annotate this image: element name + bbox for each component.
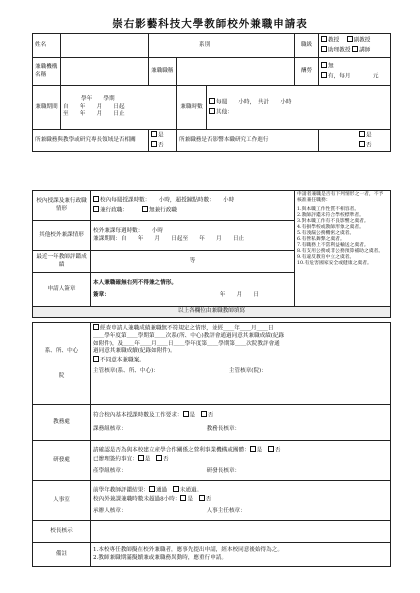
hours-field: 每週 小時， 共計 小時 其他： (207, 86, 391, 130)
section-header: 以上各欄位由兼職教師填寫 (33, 307, 391, 318)
hr-label: 人事室 (33, 481, 91, 521)
checkbox-asst-prof[interactable] (321, 46, 327, 52)
note-2: 2.教師評鑑未符合學校標準者。 (297, 213, 364, 218)
remark-label: 備註 (33, 543, 91, 567)
checkbox-hours-yes[interactable] (180, 495, 186, 501)
checkbox-teach-hours[interactable] (93, 196, 99, 202)
review-table (32, 322, 391, 567)
checkbox-dept-reject[interactable] (93, 356, 99, 362)
rd-label: 研發處 (33, 441, 91, 481)
relevance-question: 所兼職務與教學或研究專長領域是否相關 (33, 130, 149, 152)
checkbox-rd-yes[interactable] (250, 446, 256, 452)
note-4: 4.有損學校或教師形象之虞者。 (297, 225, 364, 230)
eval-field: 等 (91, 251, 295, 273)
note-8: 8.有支用公務或非公務預算補助之虞者。 (297, 249, 384, 254)
checkbox-other[interactable] (209, 108, 215, 114)
teach-field: 校內每週授課時數： 小時，超授鐘點時數： 小時 兼行政職： 無兼行政職 (91, 191, 295, 221)
checkbox-no-admin[interactable] (142, 206, 148, 212)
checkbox-pay-yes[interactable] (321, 72, 327, 78)
remark-field: 1.本校專任教師擬在校外兼職者，應事先提出申請，經本校同意後始得為之。 2.教師兼職期滿擬續兼或兼職務異動時，應重行申請。 (91, 543, 391, 567)
impact-question: 所兼職務是否影響本職研究工作進行 (177, 130, 319, 152)
rd-field: 請確認是否為與本校建立產學合作關係之營利事業機構或團體： 是 否 已辦理簽約事宜： 是 否 產學組核章： 研發長核章： (91, 441, 391, 481)
note-3: 3.對本職工作有不良影響之虞者。 (297, 219, 369, 224)
name-field[interactable] (61, 34, 149, 58)
checkbox-weekly[interactable] (209, 98, 215, 104)
sign-field: 本人兼職確無右列不得兼之情形。 簽章： 年 月 日 (91, 273, 295, 307)
checkbox-rd-no[interactable] (268, 446, 274, 452)
checkbox-eval-pass[interactable] (149, 486, 155, 492)
notes-header: 申請者兼職是否有下列情形之一者，不予核准兼任職務： (297, 192, 384, 203)
notes-cell (295, 191, 391, 307)
note-7: 7.有職務上不當利益輸送之虞者。 (297, 243, 369, 248)
form-title: 崇右影藝科技大學教師校外兼職申請表 (112, 18, 308, 30)
job-label: 兼職職稱 (149, 58, 177, 86)
applicant-info-table (32, 33, 391, 152)
eval-label: 最近一年教師評鑑成績 (33, 251, 91, 273)
rank-label: 職級 (295, 34, 319, 58)
job-field[interactable] (177, 58, 295, 86)
pay-options: 無 有，每月 元 (319, 58, 391, 86)
dept-label: 系別 (149, 34, 295, 58)
checkbox-relevant-no[interactable] (151, 141, 157, 147)
checkbox-assoc-prof[interactable] (347, 36, 353, 42)
checkbox-impact-yes[interactable] (359, 131, 365, 137)
dept-review-field: 經查申請人兼職成績兼職無不符規定之情形，並經＿＿年＿＿月＿＿日 ＿＿學年度第＿＿學期第＿＿次系(所、中心)教評會通過同意其兼職成績(紀錄 如附件)，及＿＿年＿＿月＿＿日＿＿學年度第＿＿學期第＿＿次院教評會通 過同意其兼職成續(紀錄如附件)。 不同意本兼職案。 主管核章(系、所、中心)： 主管核章(院)： (91, 323, 391, 405)
academic-label: 教務處 (33, 405, 91, 441)
note-6: 6.有營私舞弊之虞者。 (297, 237, 345, 242)
note-5: 5.有洩漏公務機密之虞者。 (297, 231, 355, 236)
other-teach-label: 其他校外兼課情形 (33, 221, 91, 251)
other-teach-field: 校外兼課每週時數： 小時 兼課期間：自 年 月 日起至 年 月 日止 (91, 221, 295, 251)
period-label: 兼職期間 (33, 86, 61, 130)
pay-label: 酬勞 (295, 58, 319, 86)
checkbox-relevant-yes[interactable] (151, 131, 157, 137)
dept-review-label: 系、所、中心 院 (33, 323, 91, 405)
relevance-options: 是 否 (149, 130, 177, 152)
rank-options: 教授 副教授 助理教授 講師 (319, 34, 391, 58)
hours-label: 兼職時數 (177, 86, 207, 130)
checkbox-pay-none[interactable] (321, 62, 327, 68)
checkbox-prof[interactable] (321, 36, 327, 42)
period-field: 學年 學期 自 年 月 日起 至 年 月 日止 (61, 86, 177, 130)
checkbox-contract-yes[interactable] (138, 455, 144, 461)
checkbox-eval-fail[interactable] (173, 486, 179, 492)
checkbox-impact-no[interactable] (359, 141, 365, 147)
checkbox-dept-approve[interactable] (93, 324, 99, 330)
checkbox-admin[interactable] (93, 206, 99, 212)
name-label: 姓名 (33, 34, 61, 58)
org-field[interactable] (61, 58, 149, 86)
teach-label: 校內授課及兼行政職情形 (33, 191, 91, 221)
note-9: 9.有違反教育中立之虞者。 (297, 255, 355, 260)
impact-options: 是 否 (319, 130, 391, 152)
president-field[interactable] (91, 521, 391, 543)
note-1: 1.與本職工作性質不相容者。 (297, 207, 360, 212)
checkbox-acad-no[interactable] (201, 411, 207, 417)
org-label: 兼職機構名稱 (33, 58, 61, 86)
checkbox-acad-yes[interactable] (183, 411, 189, 417)
checkbox-lecturer[interactable] (352, 46, 358, 52)
workload-table (32, 190, 391, 318)
checkbox-hours-no[interactable] (199, 495, 205, 501)
checkbox-contract-no[interactable] (156, 455, 162, 461)
academic-field: 符合校內基本授課時數及工作要求： 是 否 課務組核章： 教務長核章： (91, 405, 391, 441)
sign-label: 申請人簽章 (33, 273, 91, 307)
hr-field: 前學年教師評鑑結果： 通過 未通過。 校內外兼課兼職時數未超過8小時： 是 否 承辦人核章： 人事主任核章： (91, 481, 391, 521)
president-label: 校長核示 (33, 521, 91, 543)
note-10: 10.有危害國家安全或健康之虞者。 (297, 261, 372, 266)
